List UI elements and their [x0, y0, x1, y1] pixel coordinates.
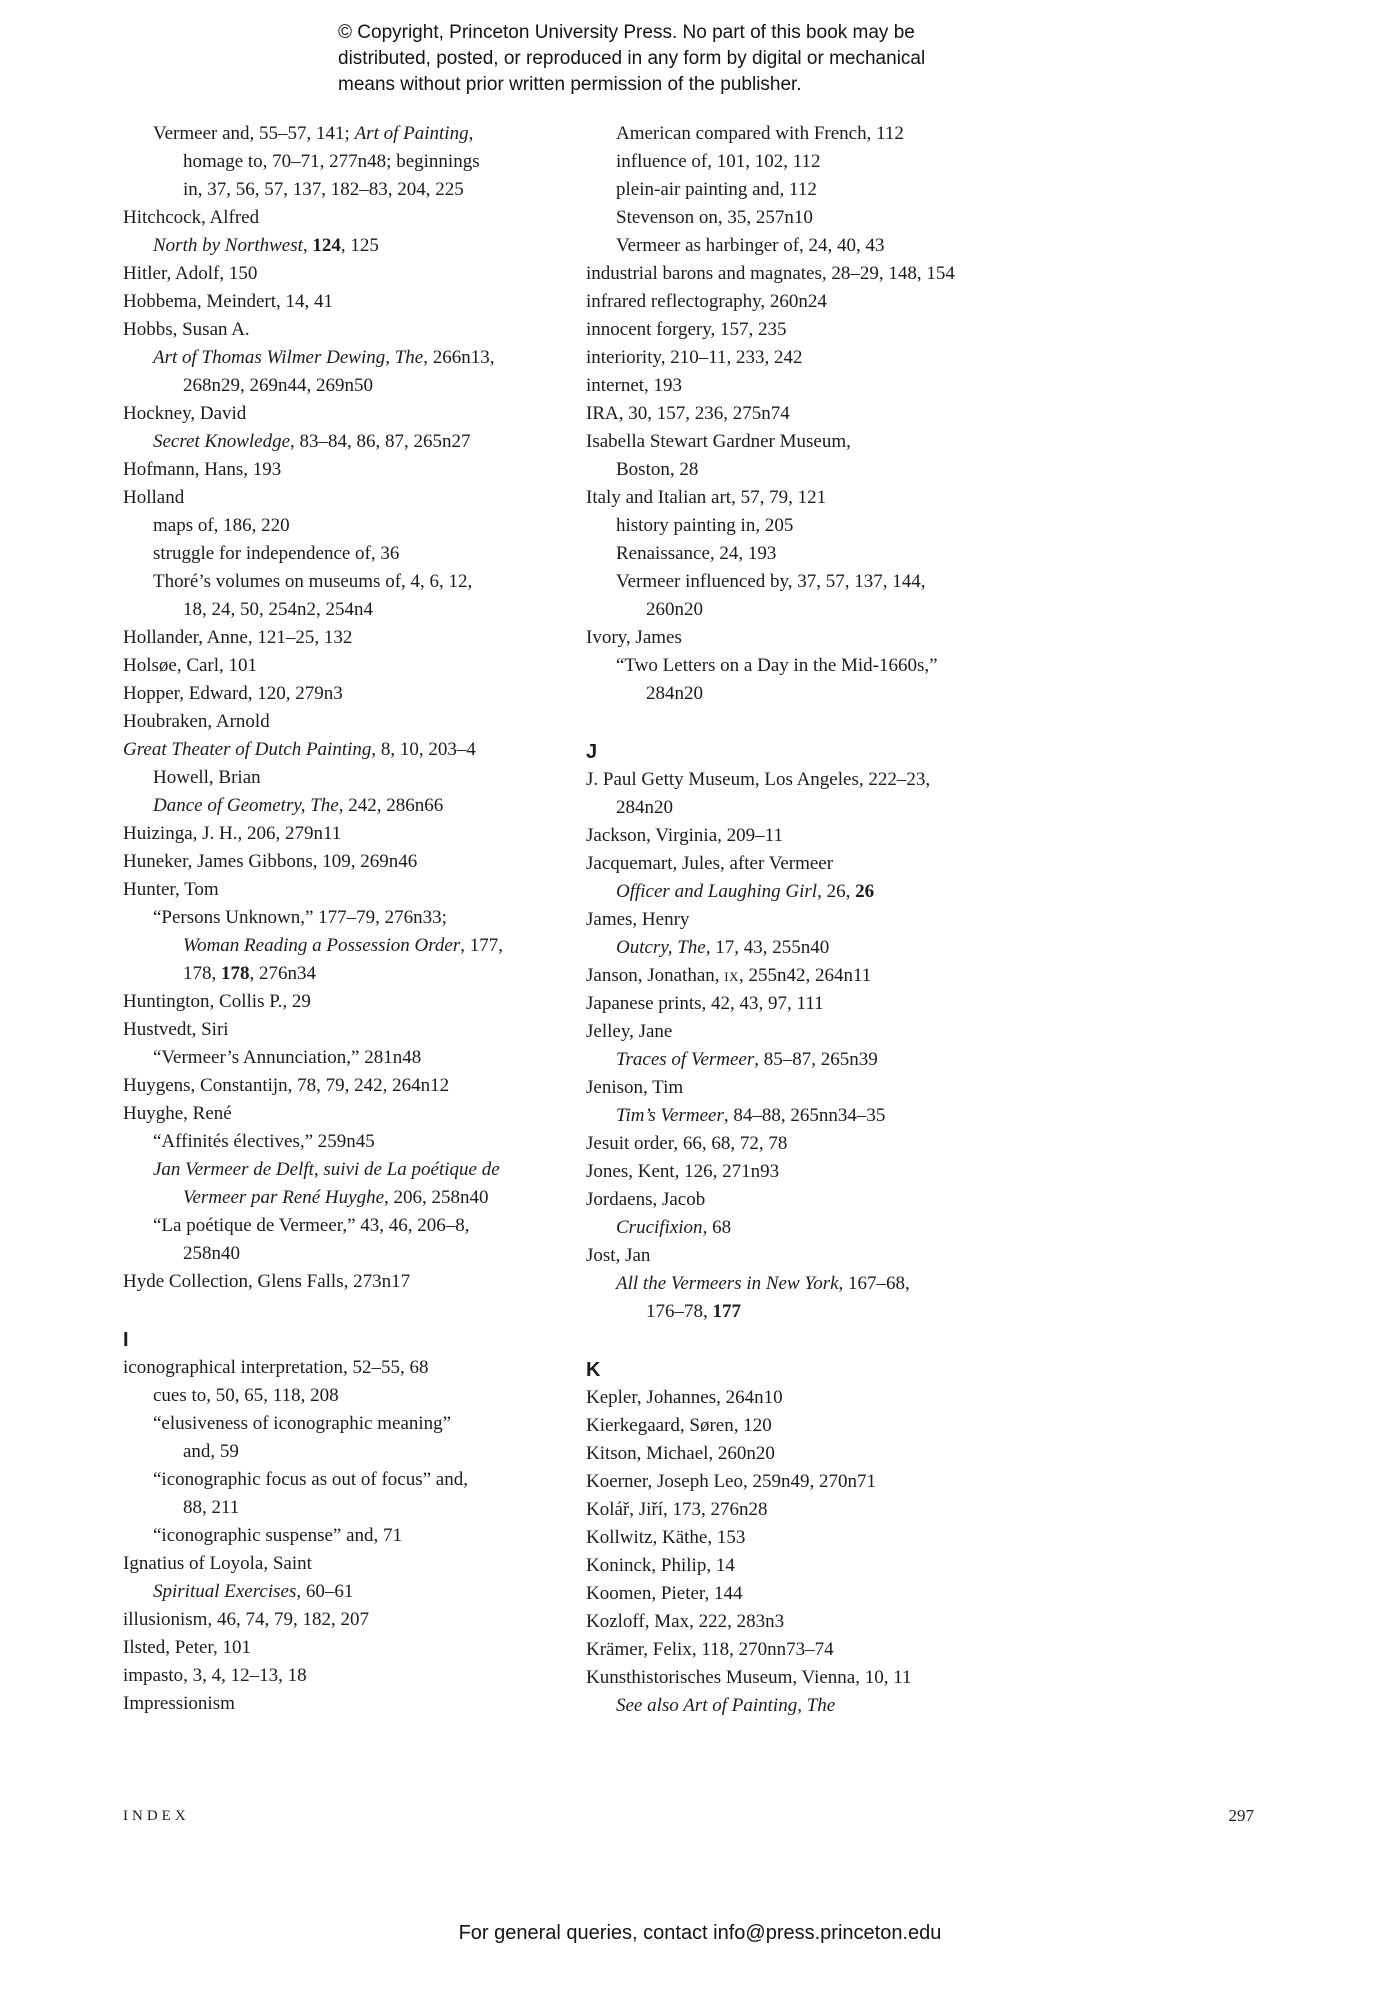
text-run: Hyde Collection, Glens Falls, 273n17 — [123, 1271, 411, 1292]
index-entry-line — [586, 1242, 1273, 1270]
copyright-line-2: distributed, posted, or reproduced in any form by digital or mechanical — [338, 48, 926, 69]
index-entry-line — [586, 400, 1273, 428]
index-entry-line — [586, 794, 1273, 822]
index-entry-line — [586, 1186, 1273, 1214]
text-run: Koerner, Joseph Leo, 259n49, 270n71 — [586, 1471, 876, 1492]
index-entry-line — [586, 1158, 1273, 1186]
index-entry-line — [123, 736, 586, 764]
text-run: I — [123, 1329, 129, 1351]
index-entry-line — [123, 988, 586, 1016]
index-entry-line — [586, 680, 1273, 708]
text-run: James, Henry — [586, 909, 690, 930]
text-run: Jelley, Jane — [586, 1021, 673, 1042]
index-entry-line — [586, 596, 1273, 624]
index-entry-line — [586, 1636, 1273, 1664]
text-run: Ivory, James — [586, 627, 682, 648]
text-run: Italy and Italian art, 57, 79, 121 — [586, 487, 827, 508]
text-run: interiority, 210–11, 233, 242 — [586, 347, 803, 368]
index-entry-line — [123, 344, 586, 372]
index-entry-line — [123, 1354, 586, 1382]
index-entry-line — [586, 456, 1273, 484]
index-entry-line — [123, 1690, 586, 1718]
italic-text-run: Officer and Laughing Girl — [616, 881, 818, 902]
italic-text-run: Great Theater of Dutch Painting — [123, 739, 372, 760]
text-run: 268n29, 269n44, 269n50 — [183, 375, 373, 396]
index-section-letter — [586, 1354, 1273, 1384]
index-entry-line — [123, 596, 586, 624]
index-entry-line — [586, 1664, 1273, 1692]
text-run: Huntington, Collis P., 29 — [123, 991, 311, 1012]
text-run: “Affinités électives,” 259n45 — [153, 1131, 375, 1152]
index-entry-line — [586, 934, 1273, 962]
index-body — [123, 120, 1273, 1720]
index-entry-line — [123, 260, 586, 288]
index-entry-line — [123, 1072, 586, 1100]
page-number: 297 — [1228, 1806, 1254, 1825]
index-entry-line — [123, 512, 586, 540]
text-run: , 266n13, — [423, 347, 495, 368]
index-entry-line — [123, 1382, 586, 1410]
index-entry-line — [586, 878, 1273, 906]
index-entry-line — [586, 1496, 1273, 1524]
index-entry-line — [123, 372, 586, 400]
text-run: Holland — [123, 487, 185, 508]
text-run: Kolář, Jiří, 173, 276n28 — [586, 1499, 768, 1520]
text-run: Koomen, Pieter, 144 — [586, 1583, 743, 1604]
index-entry-line — [123, 848, 586, 876]
index-section-gap — [123, 1296, 586, 1324]
index-entry-line — [586, 1608, 1273, 1636]
index-entry-line — [123, 1578, 586, 1606]
index-entry-line — [586, 232, 1273, 260]
text-run: Krämer, Felix, 118, 270nn73–74 — [586, 1639, 834, 1660]
index-entry-line — [586, 1270, 1273, 1298]
text-run: 176–78, — [646, 1301, 713, 1322]
text-run: Hunter, Tom — [123, 879, 219, 900]
text-run: “elusiveness of iconographic meaning” — [153, 1413, 452, 1434]
text-run: Howell, Brian — [153, 767, 261, 788]
text-run: Jost, Jan — [586, 1245, 651, 1266]
text-run: , 60–61 — [296, 1581, 354, 1602]
index-entry-line — [123, 652, 586, 680]
text-run: , 26, — [817, 881, 856, 902]
index-entry-line — [123, 1550, 586, 1578]
index-entry-line — [586, 484, 1273, 512]
index-entry-line — [123, 568, 586, 596]
text-run: Hobbs, Susan A. — [123, 319, 250, 340]
index-section-gap — [586, 1326, 1273, 1354]
index-entry-line — [123, 1410, 586, 1438]
italic-text-run: Spiritual Exercises — [153, 1581, 297, 1602]
index-column-left — [123, 120, 586, 1720]
index-entry-line — [586, 260, 1273, 288]
italic-text-run: Art of Painting, The — [683, 1695, 836, 1716]
text-run: illusionism, 46, 74, 79, 182, 207 — [123, 1609, 369, 1630]
text-run: plein-air painting and, 112 — [616, 179, 817, 200]
text-run: , 68 — [702, 1217, 732, 1238]
italic-text-run: Dance of Geometry, The — [153, 795, 339, 816]
index-entry-line — [123, 540, 586, 568]
text-run: Koninck, Philip, 14 — [586, 1555, 735, 1576]
text-run: Ilsted, Peter, 101 — [123, 1637, 251, 1658]
index-entry-line — [123, 1044, 586, 1072]
text-run: Stevenson on, 35, 257n10 — [616, 207, 813, 228]
text-run: Hollander, Anne, 121–25, 132 — [123, 627, 353, 648]
text-run: and, 59 — [183, 1441, 239, 1462]
index-entry-line — [586, 1298, 1273, 1326]
text-run: Boston, 28 — [616, 459, 699, 480]
index-entry-line — [123, 708, 586, 736]
text-run: Kunsthistorisches Museum, Vienna, 10, 11 — [586, 1667, 912, 1688]
text-run: Ignatius of Loyola, Saint — [123, 1553, 312, 1574]
text-run: , 17, 43, 255n40 — [705, 937, 830, 958]
index-entry-line — [586, 512, 1273, 540]
text-run: “iconographic focus as out of focus” and, — [153, 1469, 468, 1490]
index-entry-line — [123, 120, 586, 148]
index-entry-line — [123, 148, 586, 176]
index-entry-line — [123, 820, 586, 848]
index-entry-line — [586, 624, 1273, 652]
text-run: Jones, Kent, 126, 271n93 — [586, 1161, 780, 1182]
italic-text-run: See also — [616, 1695, 684, 1716]
text-run: Jordaens, Jacob — [586, 1189, 706, 1210]
text-run: 88, 211 — [183, 1497, 240, 1518]
text-run: influence of, 101, 102, 112 — [616, 151, 821, 172]
index-entry-line — [123, 1634, 586, 1662]
text-run: Thoré’s volumes on museums of, 4, 6, 12, — [153, 571, 473, 592]
index-entry-line — [586, 1046, 1273, 1074]
text-run: Kozloff, Max, 222, 283n3 — [586, 1611, 785, 1632]
index-entry-line — [586, 1440, 1273, 1468]
index-section-gap — [586, 708, 1273, 736]
index-entry-line — [123, 624, 586, 652]
text-run: “Two Letters on a Day in the Mid-1660s,” — [616, 655, 938, 676]
index-entry-line — [586, 428, 1273, 456]
bold-page-reference: 177 — [712, 1301, 741, 1322]
text-run: IRA, 30, 157, 236, 275n74 — [586, 403, 790, 424]
text-run: Houbraken, Arnold — [123, 711, 270, 732]
text-run: Huneker, James Gibbons, 109, 269n46 — [123, 851, 418, 872]
text-run: Kierkegaard, Søren, 120 — [586, 1415, 772, 1436]
index-entry-line — [586, 1130, 1273, 1158]
text-run: , 206, 258n40 — [384, 1187, 489, 1208]
text-run: 178, — [183, 963, 221, 984]
text-run: Hobbema, Meindert, 14, 41 — [123, 291, 334, 312]
text-run: infrared reflectography, 260n24 — [586, 291, 827, 312]
text-run: , 167–68, — [838, 1273, 910, 1294]
text-run: homage to, 70–71, 277n48; beginnings — [183, 151, 480, 172]
text-run: Hitchcock, Alfred — [123, 207, 260, 228]
italic-text-run: Vermeer par René Huyghe — [183, 1187, 385, 1208]
index-entry-line — [123, 316, 586, 344]
index-entry-line — [586, 990, 1273, 1018]
index-entry-line — [123, 1494, 586, 1522]
text-run: Jacquemart, Jules, after Vermeer — [586, 853, 834, 874]
index-entry-line — [586, 344, 1273, 372]
index-entry-line — [123, 1522, 586, 1550]
text-run: Hitler, Adolf, 150 — [123, 263, 258, 284]
index-entry-line — [123, 1438, 586, 1466]
text-run: , 84–88, 265nn34–35 — [723, 1105, 886, 1126]
index-entry-line — [586, 652, 1273, 680]
index-section-letter — [123, 1324, 586, 1354]
italic-text-run: Traces of Vermeer — [616, 1049, 755, 1070]
text-run: Jesuit order, 66, 68, 72, 78 — [586, 1133, 788, 1154]
index-entry-line — [586, 850, 1273, 878]
index-entry-line — [586, 288, 1273, 316]
index-entry-line — [123, 1606, 586, 1634]
copyright-line-1: © Copyright, Princeton University Press. No part of this book may be — [338, 22, 915, 43]
text-run: Kepler, Johannes, 264n10 — [586, 1387, 783, 1408]
copyright-notice — [338, 20, 1058, 98]
text-run: Renaissance, 24, 193 — [616, 543, 777, 564]
index-entry-line — [586, 1580, 1273, 1608]
text-run: Holsøe, Carl, 101 — [123, 655, 258, 676]
index-entry-line — [123, 1156, 586, 1184]
index-entry-line — [586, 822, 1273, 850]
text-run: American compared with French, 112 — [616, 123, 904, 144]
index-entry-line — [123, 932, 586, 960]
index-entry-line — [123, 1128, 586, 1156]
index-entry-line — [586, 906, 1273, 934]
italic-text-run: Jan Vermeer de Delft, suivi de La poétique de — [153, 1159, 500, 1180]
text-run: Vermeer influenced by, 37, 57, 137, 144, — [616, 571, 926, 592]
index-entry-line — [123, 1466, 586, 1494]
index-entry-line — [586, 316, 1273, 344]
text-run: “La poétique de Vermeer,” 43, 46, 206–8, — [153, 1215, 470, 1236]
index-entry-line — [123, 1240, 586, 1268]
text-run: Hofmann, Hans, 193 — [123, 459, 282, 480]
text-run: Isabella Stewart Gardner Museum, — [586, 431, 851, 452]
index-entry-line — [586, 120, 1273, 148]
index-entry-line — [123, 764, 586, 792]
text-run: “Vermeer’s Annunciation,” 281n48 — [153, 1047, 422, 1068]
index-entry-line — [123, 960, 586, 988]
text-run: history painting in, 205 — [616, 515, 794, 536]
index-entry-line — [586, 1552, 1273, 1580]
italic-text-run: Tim’s Vermeer — [616, 1105, 724, 1126]
text-run: “Persons Unknown,” 177–79, 276n33; — [153, 907, 447, 928]
text-run: “iconographic suspense” and, 71 — [153, 1525, 403, 1546]
text-run: 284n20 — [616, 797, 673, 818]
text-run: Kollwitz, Käthe, 153 — [586, 1527, 746, 1548]
index-entry-line — [123, 904, 586, 932]
bold-page-reference: 26 — [855, 881, 875, 902]
text-run: Huyghe, René — [123, 1103, 232, 1124]
text-run: Impressionism — [123, 1693, 235, 1714]
text-run: innocent forgery, 157, 235 — [586, 319, 787, 340]
index-entry-line — [123, 232, 586, 260]
publisher-contact-line: For general queries, contact info@press.princeton.edu — [458, 1922, 942, 1944]
text-run: K — [586, 1359, 601, 1381]
text-run: , 242, 286n66 — [338, 795, 444, 816]
index-entry-line — [586, 962, 1273, 990]
italic-text-run: Art of Painting, — [354, 123, 474, 144]
text-run: , 276n34 — [249, 963, 316, 984]
index-entry-line — [123, 456, 586, 484]
index-entry-line — [586, 1524, 1273, 1552]
index-column-right — [586, 120, 1273, 1720]
text-run: cues to, 50, 65, 118, 208 — [153, 1385, 339, 1406]
italic-text-run: Art of Thomas Wilmer Dewing, The — [153, 347, 424, 368]
text-run: impasto, 3, 4, 12–13, 18 — [123, 1665, 307, 1686]
text-run: Jackson, Virginia, 209–11 — [586, 825, 783, 846]
text-run: , 255n42, 264n11 — [738, 965, 872, 986]
text-run: Huygens, Constantijn, 78, 79, 242, 264n12 — [123, 1075, 450, 1096]
italic-text-run: Secret Knowledge — [153, 431, 291, 452]
text-run: , — [302, 235, 313, 256]
index-entry-line — [586, 148, 1273, 176]
text-run: 284n20 — [646, 683, 703, 704]
index-entry-line — [586, 1468, 1273, 1496]
index-entry-line — [586, 204, 1273, 232]
text-run: maps of, 186, 220 — [153, 515, 290, 536]
index-entry-line — [586, 1412, 1273, 1440]
text-run: , 85–87, 265n39 — [754, 1049, 878, 1070]
index-entry-line — [586, 1384, 1273, 1412]
text-run: Vermeer as harbinger of, 24, 40, 43 — [616, 235, 885, 256]
index-entry-line — [123, 176, 586, 204]
text-run: Jenison, Tim — [586, 1077, 684, 1098]
text-run: industrial barons and magnates, 28–29, 148, 154 — [586, 263, 955, 284]
italic-text-run: Woman Reading a Possession Order — [183, 935, 461, 956]
bold-page-reference: 124 — [312, 235, 341, 256]
index-entry-line — [586, 540, 1273, 568]
index-entry-line — [123, 1268, 586, 1296]
text-run: struggle for independence of, 36 — [153, 543, 400, 564]
index-entry-line — [123, 1212, 586, 1240]
bold-page-reference: 178 — [221, 963, 250, 984]
index-entry-line — [586, 1018, 1273, 1046]
index-entry-line — [123, 400, 586, 428]
index-entry-line — [123, 680, 586, 708]
index-entry-line — [586, 1102, 1273, 1130]
index-entry-line — [123, 792, 586, 820]
index-entry-line — [123, 1662, 586, 1690]
text-run: iconographical interpretation, 52–55, 68 — [123, 1357, 429, 1378]
index-entry-line — [586, 568, 1273, 596]
text-run: Janson, Jonathan, — [586, 965, 725, 986]
copyright-line-3: means without prior written permission of the publisher. — [338, 74, 802, 95]
index-entry-line — [123, 484, 586, 512]
text-run: 18, 24, 50, 254n2, 254n4 — [183, 599, 373, 620]
index-entry-line — [586, 766, 1273, 794]
index-section-letter — [586, 736, 1273, 766]
text-run: internet, 193 — [586, 375, 683, 396]
text-run: Huizinga, J. H., 206, 279n11 — [123, 823, 342, 844]
index-entry-line — [123, 204, 586, 232]
text-run: in, 37, 56, 57, 137, 182–83, 204, 225 — [183, 179, 464, 200]
text-run: , 177, — [460, 935, 504, 956]
index-entry-line — [586, 1074, 1273, 1102]
text-run: Vermeer and, 55–57, 141; — [153, 123, 355, 144]
text-run: J. Paul Getty Museum, Los Angeles, 222–23, — [586, 769, 931, 790]
text-run: Hopper, Edward, 120, 279n3 — [123, 683, 343, 704]
italic-text-run: All the Vermeers in New York — [616, 1273, 839, 1294]
smallcaps-text-run: ix — [724, 965, 739, 986]
italic-text-run: North by Northwest — [153, 235, 303, 256]
index-entry-line — [586, 1214, 1273, 1242]
index-entry-line — [123, 1016, 586, 1044]
index-entry-line — [586, 1692, 1273, 1720]
index-entry-line — [586, 372, 1273, 400]
text-run: , 125 — [340, 235, 379, 256]
text-run: Kitson, Michael, 260n20 — [586, 1443, 775, 1464]
italic-text-run: Outcry, The — [616, 937, 706, 958]
text-run: Japanese prints, 42, 43, 97, 111 — [586, 993, 824, 1014]
index-entry-line — [586, 176, 1273, 204]
text-run: J — [586, 741, 598, 763]
italic-text-run: Crucifixion — [616, 1217, 703, 1238]
index-entry-line — [123, 1100, 586, 1128]
text-run: 258n40 — [183, 1243, 240, 1264]
index-entry-line — [123, 876, 586, 904]
text-run: , 8, 10, 203–4 — [371, 739, 476, 760]
text-run: 260n20 — [646, 599, 703, 620]
text-run: , 83–84, 86, 87, 265n27 — [290, 431, 471, 452]
index-entry-line — [123, 428, 586, 456]
index-entry-line — [123, 288, 586, 316]
running-footer-label: INDEX — [123, 1808, 190, 1824]
text-run: Hockney, David — [123, 403, 247, 424]
text-run: Hustvedt, Siri — [123, 1019, 229, 1040]
index-entry-line — [123, 1184, 586, 1212]
